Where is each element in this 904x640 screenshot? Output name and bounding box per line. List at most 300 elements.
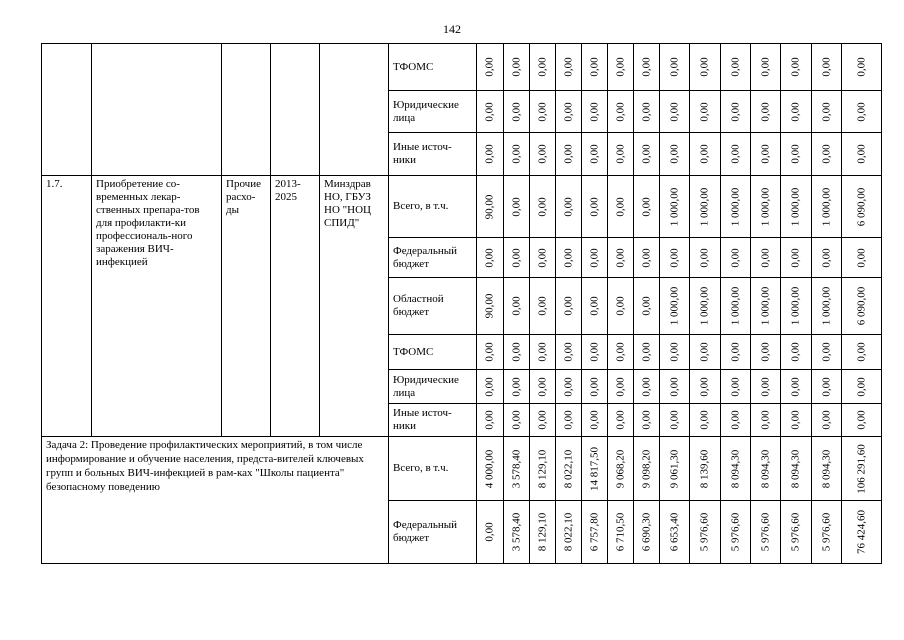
- value-text: 0,00: [614, 342, 626, 362]
- value-cell: [781, 335, 812, 370]
- value-text: 0,00: [483, 522, 496, 542]
- value-text: 0,00: [588, 196, 600, 217]
- value-cell: [690, 176, 721, 238]
- value-text: 14 817,50: [588, 446, 600, 491]
- value-text: 0,00: [789, 247, 802, 268]
- value-cell: [530, 44, 556, 91]
- value-text: 0,00: [789, 342, 802, 362]
- value-cell: [660, 44, 690, 91]
- value-cell: [781, 404, 812, 437]
- value-cell: [721, 437, 751, 501]
- value-text: 0,00: [789, 376, 802, 397]
- value-text: 0,00: [510, 101, 522, 122]
- value-text: 0,00: [668, 144, 680, 164]
- value-text: 1 000,00: [759, 286, 771, 326]
- value-cell: [842, 370, 882, 404]
- value-cell: [582, 44, 608, 91]
- value-cell: [721, 335, 751, 370]
- value-text: 5 976,60: [698, 512, 711, 552]
- value-cell: [842, 501, 882, 564]
- value-cell: [556, 501, 582, 564]
- item-number-cell: [42, 176, 92, 437]
- value-text: 0,00: [588, 410, 600, 430]
- value-text: 0,00: [855, 376, 867, 397]
- value-text: 0,00: [820, 376, 832, 397]
- value-cell: [721, 238, 751, 278]
- value-text: 0,00: [668, 410, 680, 430]
- value-cell: [582, 370, 608, 404]
- value-text: 8 129,10: [536, 512, 548, 552]
- funding-source-cell: Юридические лица: [389, 91, 477, 133]
- value-cell: [477, 91, 504, 133]
- value-text: 0,00: [640, 57, 652, 77]
- value-cell: [504, 91, 530, 133]
- value-cell: [751, 370, 781, 404]
- value-cell: [781, 91, 812, 133]
- value-cell: [608, 44, 634, 91]
- value-text: 0,00: [698, 376, 711, 397]
- value-text: 0,00: [855, 410, 867, 430]
- value-cell: [751, 238, 781, 278]
- value-cell: [812, 335, 842, 370]
- value-text: 8 022,10: [562, 512, 574, 552]
- value-text: 6 653,40: [668, 512, 680, 552]
- value-text: 8 129,10: [536, 449, 548, 488]
- expense-type-cell: [222, 176, 271, 437]
- value-cell: [530, 335, 556, 370]
- value-cell: [690, 44, 721, 91]
- value-text: 1 000,00: [789, 187, 802, 226]
- value-cell: [504, 370, 530, 404]
- page-number: 142: [443, 22, 461, 36]
- value-cell: [781, 133, 812, 176]
- value-cell: [751, 404, 781, 437]
- blank-number-cell: [42, 44, 92, 176]
- value-text: 0,00: [483, 144, 496, 164]
- value-text: 0,00: [820, 57, 832, 77]
- value-cell: [556, 278, 582, 335]
- value-text: 0,00: [614, 376, 626, 397]
- value-text: 0,00: [483, 101, 496, 122]
- value-text: 0,00: [729, 342, 741, 362]
- value-cell: [842, 91, 882, 133]
- value-text: 0,00: [614, 144, 626, 164]
- value-text: 8 094,30: [729, 449, 741, 488]
- value-cell: [634, 238, 660, 278]
- value-text: 0,00: [820, 410, 832, 430]
- value-text: 0,00: [536, 247, 548, 268]
- value-text: 76 424,60: [855, 510, 867, 554]
- value-text: 0,00: [640, 196, 652, 217]
- value-text: 1 000,00: [698, 286, 711, 326]
- value-cell: [556, 437, 582, 501]
- value-text: 0,00: [640, 144, 652, 164]
- value-cell: [812, 370, 842, 404]
- value-cell: [556, 370, 582, 404]
- value-cell: [477, 370, 504, 404]
- task-description-cell-text: Задача 2: Проведение профилактических мероприятий, в том числе информирование и обучение населения, предста-вителей ключевых групп и больных ВИЧ-инфекцией в рам-ках "Школы пациента" безопасному поведению: [46, 439, 364, 493]
- value-cell: [812, 501, 842, 564]
- value-cell: [660, 238, 690, 278]
- value-text: 0,00: [855, 247, 867, 268]
- value-cell: [634, 44, 660, 91]
- value-text: 0,00: [759, 144, 771, 164]
- value-cell: [721, 370, 751, 404]
- value-text: 0,00: [698, 342, 711, 362]
- value-text: 0,00: [640, 410, 652, 430]
- value-text: 0,00: [698, 144, 711, 164]
- value-text: 0,00: [729, 101, 741, 122]
- value-text: 1 000,00: [698, 187, 711, 226]
- value-cell: [556, 238, 582, 278]
- value-text: 0,00: [483, 342, 496, 362]
- value-cell: [690, 133, 721, 176]
- value-text: 0,00: [668, 57, 680, 77]
- value-text: 1 000,00: [668, 286, 680, 326]
- value-cell: [660, 278, 690, 335]
- value-cell: [556, 404, 582, 437]
- blank-executor-cell: [320, 44, 389, 176]
- value-text: 0,00: [759, 57, 771, 77]
- value-text: 0,00: [510, 296, 522, 316]
- value-text: 0,00: [562, 342, 574, 362]
- value-cell: [608, 335, 634, 370]
- value-text: 0,00: [562, 144, 574, 164]
- value-cell: [690, 437, 721, 501]
- value-text: 0,00: [510, 410, 522, 430]
- value-cell: [690, 370, 721, 404]
- value-cell: [530, 278, 556, 335]
- value-cell: [812, 176, 842, 238]
- value-cell: [504, 404, 530, 437]
- value-cell: [504, 44, 530, 91]
- value-cell: [721, 404, 751, 437]
- value-cell: [530, 404, 556, 437]
- value-text: 0,00: [729, 410, 741, 430]
- value-text: 0,00: [855, 101, 867, 122]
- value-cell: [504, 176, 530, 238]
- value-cell: [781, 370, 812, 404]
- value-cell: [608, 278, 634, 335]
- value-text: 0,00: [562, 247, 574, 268]
- funding-source-cell: Иные источ-ники: [389, 404, 477, 437]
- value-cell: [751, 437, 781, 501]
- blank-period-cell: [271, 44, 320, 176]
- value-text: 0,00: [698, 101, 711, 122]
- value-text: 6 757,80: [588, 512, 600, 552]
- value-cell: [608, 501, 634, 564]
- value-text: 6 690,30: [640, 512, 652, 552]
- value-text: 0,00: [562, 57, 574, 77]
- value-text: 0,00: [588, 296, 600, 316]
- value-cell: [812, 404, 842, 437]
- period-cell: [271, 176, 320, 437]
- value-cell: [660, 501, 690, 564]
- value-cell: [556, 44, 582, 91]
- value-cell: [690, 91, 721, 133]
- value-text: 0,00: [536, 196, 548, 217]
- value-text: 1 000,00: [820, 286, 832, 326]
- funding-source-cell: Федеральный бюджет: [389, 238, 477, 278]
- value-text: 3 578,40: [510, 512, 522, 552]
- value-cell: [721, 176, 751, 238]
- value-text: 1 000,00: [759, 187, 771, 226]
- value-text: 4 000,00: [483, 449, 496, 488]
- value-text: 5 976,60: [820, 512, 832, 552]
- value-text: 0,00: [789, 101, 802, 122]
- value-text: 1 000,00: [820, 187, 832, 226]
- value-cell: [582, 91, 608, 133]
- value-cell: [582, 133, 608, 176]
- value-cell: [530, 238, 556, 278]
- value-cell: [812, 44, 842, 91]
- value-cell: [582, 238, 608, 278]
- value-cell: [751, 501, 781, 564]
- value-text: 9 098,20: [640, 449, 652, 488]
- value-cell: [842, 176, 882, 238]
- value-text: 3 578,40: [510, 449, 522, 488]
- value-text: 8 094,30: [789, 449, 802, 488]
- table-row: [42, 437, 882, 501]
- value-text: 0,00: [640, 342, 652, 362]
- value-cell: [477, 404, 504, 437]
- value-text: 0,00: [640, 376, 652, 397]
- value-cell: [781, 437, 812, 501]
- value-text: 6 090,00: [855, 286, 867, 326]
- value-text: 8 094,30: [759, 449, 771, 488]
- value-text: 0,00: [640, 101, 652, 122]
- value-cell: [842, 44, 882, 91]
- value-text: 6 090,00: [855, 187, 867, 226]
- value-cell: [721, 278, 751, 335]
- value-text: 0,00: [698, 410, 711, 430]
- table-row: [42, 176, 882, 238]
- value-cell: [556, 91, 582, 133]
- value-cell: [582, 437, 608, 501]
- value-text: 0,00: [510, 247, 522, 268]
- value-cell: [608, 370, 634, 404]
- value-cell: [781, 501, 812, 564]
- value-cell: [530, 437, 556, 501]
- value-cell: [721, 501, 751, 564]
- value-text: 5 976,60: [759, 512, 771, 552]
- value-cell: [721, 91, 751, 133]
- value-cell: [582, 404, 608, 437]
- value-text: 0,00: [729, 247, 741, 268]
- expense-type-cell-text: Прочие расхо-ды: [226, 178, 261, 216]
- value-cell: [556, 335, 582, 370]
- funding-source-cell: Федеральный бюджет: [389, 501, 477, 564]
- value-text: 0,00: [729, 57, 741, 77]
- value-cell: [842, 437, 882, 501]
- value-cell: [634, 335, 660, 370]
- value-text: 0,00: [820, 342, 832, 362]
- value-text: 0,00: [668, 247, 680, 268]
- value-text: 0,00: [759, 410, 771, 430]
- value-cell: [530, 91, 556, 133]
- value-text: 5 976,60: [729, 512, 741, 552]
- value-cell: [634, 133, 660, 176]
- value-text: 0,00: [536, 342, 548, 362]
- value-text: 0,00: [698, 247, 711, 268]
- value-cell: [751, 44, 781, 91]
- value-cell: [582, 278, 608, 335]
- value-cell: [690, 278, 721, 335]
- value-cell: [477, 176, 504, 238]
- value-cell: [660, 176, 690, 238]
- value-cell: [582, 501, 608, 564]
- value-cell: [477, 133, 504, 176]
- value-text: 0,00: [562, 196, 574, 217]
- value-cell: [721, 44, 751, 91]
- value-cell: [477, 501, 504, 564]
- value-text: 8 094,30: [820, 449, 832, 488]
- value-cell: [634, 501, 660, 564]
- value-text: 0,00: [536, 144, 548, 164]
- value-cell: [660, 437, 690, 501]
- value-cell: [477, 238, 504, 278]
- value-text: 1 000,00: [729, 286, 741, 326]
- value-cell: [842, 335, 882, 370]
- value-text: 0,00: [536, 410, 548, 430]
- value-text: 0,00: [668, 376, 680, 397]
- value-cell: [751, 176, 781, 238]
- value-text: 0,00: [483, 410, 496, 430]
- value-cell: [751, 91, 781, 133]
- value-text: 0,00: [820, 144, 832, 164]
- table-row: [42, 44, 882, 91]
- value-cell: [582, 335, 608, 370]
- value-text: 0,00: [759, 247, 771, 268]
- value-cell: [660, 91, 690, 133]
- value-text: 0,00: [614, 247, 626, 268]
- value-text: 0,00: [510, 57, 522, 77]
- value-cell: [660, 370, 690, 404]
- value-cell: [690, 335, 721, 370]
- value-text: 90,00: [483, 293, 496, 319]
- value-text: 106 291,60: [855, 443, 867, 494]
- value-cell: [781, 44, 812, 91]
- value-text: 0,00: [820, 247, 832, 268]
- value-cell: [504, 335, 530, 370]
- value-cell: [504, 278, 530, 335]
- item-name-cell-text: Приобретение со-временных лекар-ственных препара-тов для профилакти-ки профессиональ-ного заражения ВИЧ-инфекцией: [96, 178, 200, 268]
- value-text: 0,00: [614, 296, 626, 316]
- value-cell: [608, 437, 634, 501]
- value-cell: [660, 335, 690, 370]
- value-text: 0,00: [483, 376, 496, 397]
- value-cell: [690, 501, 721, 564]
- value-cell: [634, 278, 660, 335]
- value-text: 0,00: [510, 144, 522, 164]
- executor-cell: [320, 176, 389, 437]
- value-text: 0,00: [668, 342, 680, 362]
- value-text: 0,00: [588, 144, 600, 164]
- value-text: 0,00: [614, 196, 626, 217]
- value-cell: [690, 404, 721, 437]
- value-cell: [530, 176, 556, 238]
- value-text: 90,00: [483, 194, 496, 219]
- value-cell: [582, 176, 608, 238]
- value-cell: [608, 91, 634, 133]
- value-cell: [477, 44, 504, 91]
- funding-source-cell: Иные источ-ники: [389, 133, 477, 176]
- value-text: 0,00: [588, 376, 600, 397]
- value-cell: [477, 335, 504, 370]
- value-text: 0,00: [588, 57, 600, 77]
- value-cell: [812, 133, 842, 176]
- value-cell: [660, 133, 690, 176]
- period-cell-text: 2013-2025: [275, 178, 301, 203]
- value-cell: [751, 278, 781, 335]
- value-text: 0,00: [698, 57, 711, 77]
- value-cell: [842, 238, 882, 278]
- value-text: 6 710,50: [614, 512, 626, 552]
- executor-cell-text: Минздрав НО, ГБУЗ НО "НОЦ СПИД": [324, 178, 371, 229]
- value-text: 0,00: [855, 144, 867, 164]
- funding-source-cell: Областной бюджет: [389, 278, 477, 335]
- value-text: 0,00: [789, 144, 802, 164]
- value-text: 1 000,00: [789, 286, 802, 326]
- value-text: 0,00: [729, 376, 741, 397]
- value-cell: [634, 370, 660, 404]
- value-cell: [812, 91, 842, 133]
- value-text: 0,00: [510, 376, 522, 397]
- funding-source-cell: ТФОМС: [389, 44, 477, 91]
- value-text: 0,00: [510, 342, 522, 362]
- item-name-cell: [92, 176, 222, 437]
- value-cell: [634, 437, 660, 501]
- value-text: 9 068,20: [614, 449, 626, 488]
- value-text: 9 061,30: [668, 449, 680, 488]
- value-text: 0,00: [614, 101, 626, 122]
- value-text: 8 022,10: [562, 449, 574, 488]
- value-text: 0,00: [640, 247, 652, 268]
- value-text: 8 139,60: [698, 449, 711, 488]
- value-text: 0,00: [855, 342, 867, 362]
- value-cell: [781, 176, 812, 238]
- value-text: 0,00: [614, 410, 626, 430]
- blank-name-cell: [92, 44, 222, 176]
- value-cell: [751, 335, 781, 370]
- value-text: 1 000,00: [668, 187, 680, 226]
- value-text: 0,00: [759, 376, 771, 397]
- value-cell: [504, 437, 530, 501]
- value-text: 0,00: [759, 101, 771, 122]
- value-text: 0,00: [668, 101, 680, 122]
- value-cell: [608, 238, 634, 278]
- value-text: 0,00: [510, 196, 522, 217]
- value-cell: [812, 437, 842, 501]
- value-cell: [781, 238, 812, 278]
- value-cell: [634, 91, 660, 133]
- value-text: 1 000,00: [729, 187, 741, 226]
- funding-source-cell: ТФОМС: [389, 335, 477, 370]
- task-description-cell: [42, 437, 389, 564]
- value-text: 0,00: [855, 57, 867, 77]
- funding-source-cell: Всего, в т.ч.: [389, 437, 477, 501]
- value-text: 0,00: [562, 376, 574, 397]
- value-text: 0,00: [588, 247, 600, 268]
- value-cell: [504, 133, 530, 176]
- value-text: 0,00: [789, 57, 802, 77]
- value-text: 5 976,60: [789, 512, 802, 552]
- value-text: 0,00: [759, 342, 771, 362]
- value-cell: [530, 370, 556, 404]
- value-cell: [530, 133, 556, 176]
- funding-source-cell: Всего, в т.ч.: [389, 176, 477, 238]
- value-text: 0,00: [820, 101, 832, 122]
